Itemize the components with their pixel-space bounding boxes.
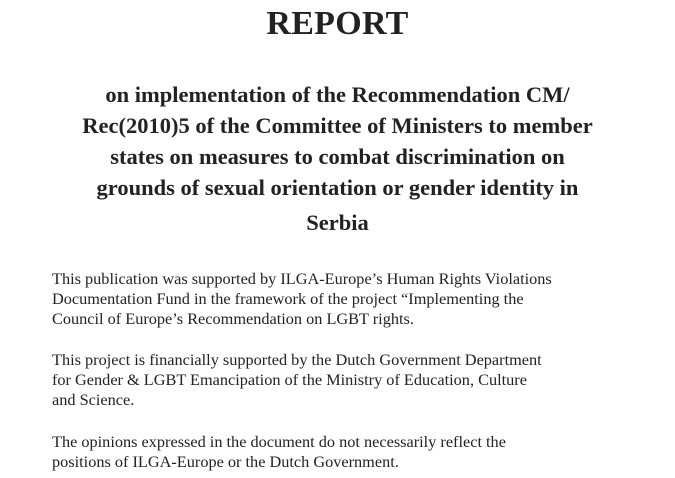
subtitle-country: Serbia (306, 210, 369, 235)
paragraph-line: Documentation Fund in the framework of the project “Implementing the (52, 289, 524, 308)
subtitle-line: on implementation of the Recommendation CM/ (105, 82, 570, 107)
subtitle-line: Rec(2010)5 of the Committee of Ministers to member (82, 113, 593, 138)
support-paragraph (52, 269, 652, 329)
subtitle-line: grounds of sexual orientation or gender identity in (96, 175, 579, 200)
paragraph-line: for Gender & LGBT Emancipation of the Ministry of Education, Culture (52, 370, 527, 389)
paragraph-line: and Science. (52, 390, 135, 409)
paragraph-line: This publication was supported by ILGA-Europe’s Human Rights Violations (52, 269, 552, 288)
report-title: REPORT (266, 5, 409, 42)
paragraph-line: positions of ILGA-Europe or the Dutch Government. (52, 452, 399, 471)
report-subtitle (40, 79, 635, 238)
paragraph-line: This project is financially supported by the Dutch Government Department (52, 350, 542, 369)
subtitle-line: states on measures to combat discrimination on (110, 144, 565, 169)
funding-paragraph (52, 350, 652, 410)
disclaimer-paragraph (52, 432, 652, 472)
paragraph-line: The opinions expressed in the document do not necessarily reflect the (52, 432, 506, 451)
paragraph-line: Council of Europe’s Recommendation on LGBT rights. (52, 309, 414, 328)
